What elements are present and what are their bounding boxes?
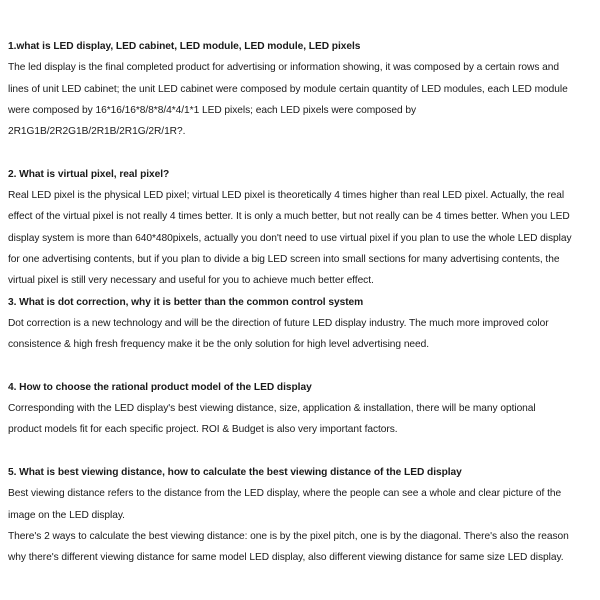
section-dot-correction bbox=[8, 292, 596, 356]
section-spacer bbox=[8, 142, 596, 163]
paragraph-line: 2R1G1B/2R2G1B/2R1B/2R1G/2R/1R?. bbox=[8, 126, 186, 138]
paragraph-line: consistence & high fresh frequency make it be the only solution for high level advertising need. bbox=[8, 339, 430, 351]
section-spacer bbox=[8, 441, 596, 462]
paragraph-line: virtual pixel is still very necessary and useful for you to achieve much better effect. bbox=[8, 275, 374, 287]
section-heading: 1.what is LED display, LED cabinet, LED module, LED module, LED pixels bbox=[8, 41, 361, 52]
paragraph-line: lines of unit LED cabinet; the unit LED cabinet were composed by module certain quantity of LED modules, each LED module bbox=[8, 83, 568, 95]
paragraph-line: image on the LED display. bbox=[8, 509, 125, 521]
section-heading: 5. What is best viewing distance, how to calculate the best viewing distance of the LED display bbox=[8, 466, 462, 478]
paragraph-line: There's 2 ways to calculate the best viewing distance: one is by the pixel pitch, one is by the diagonal. There's also the reason bbox=[8, 530, 569, 542]
paragraph-line: for one advertising contents, but if you plan to divide a big LED screen into small sections for many advertising contents, the bbox=[8, 253, 560, 265]
paragraph-line: Best viewing distance refers to the distance from the LED display, where the people can see a whole and clear picture of the bbox=[8, 488, 562, 500]
section-heading: 4. How to choose the rational product model of the LED display bbox=[8, 381, 312, 393]
section-heading: 2. What is virtual pixel, real pixel? bbox=[8, 168, 170, 180]
section-viewing-distance bbox=[8, 462, 596, 568]
paragraph-line: Corresponding with the LED display's best viewing distance, size, application & installation, there will be many optional bbox=[8, 403, 536, 415]
paragraph-line: display system is more than 640*480pixels, actually you don't need to use virtual pixel if you plan to use the whole LED display bbox=[8, 232, 572, 244]
section-virtual-pixel bbox=[8, 164, 596, 292]
paragraph-line: The led display is the final completed product for advertising or information showing, it was composed by a certain rows and bbox=[8, 62, 560, 74]
section-heading: 3. What is dot correction, why it is better than the common control system bbox=[8, 296, 364, 308]
paragraph-line: Real LED pixel is the physical LED pixel; virtual LED pixel is theoretically 4 times higher than real LED pixel. Actually, the real bbox=[8, 190, 565, 202]
paragraph-line: Dot correction is a new technology and will be the direction of future LED display industry. The much more improved color bbox=[8, 317, 549, 329]
section-led-definitions bbox=[8, 36, 596, 142]
paragraph-line: were composed by 16*16/16*8/8*8/4*4/1*1 LED pixels; each LED pixels were composed by bbox=[8, 104, 417, 116]
paragraph-line: why there's different viewing distance for same model LED display, also different viewing distance for same size LED display. bbox=[8, 552, 564, 564]
section-spacer bbox=[8, 355, 596, 376]
section-product-model bbox=[8, 377, 596, 441]
paragraph-line: product models fit for each specific project. ROI & Budget is also very important factors. bbox=[8, 424, 398, 436]
faq-document bbox=[8, 36, 596, 568]
paragraph-line: effect of the virtual pixel is not really 4 times better. It is only a much better, but not really can be 4 times better. When you LED bbox=[8, 211, 570, 223]
